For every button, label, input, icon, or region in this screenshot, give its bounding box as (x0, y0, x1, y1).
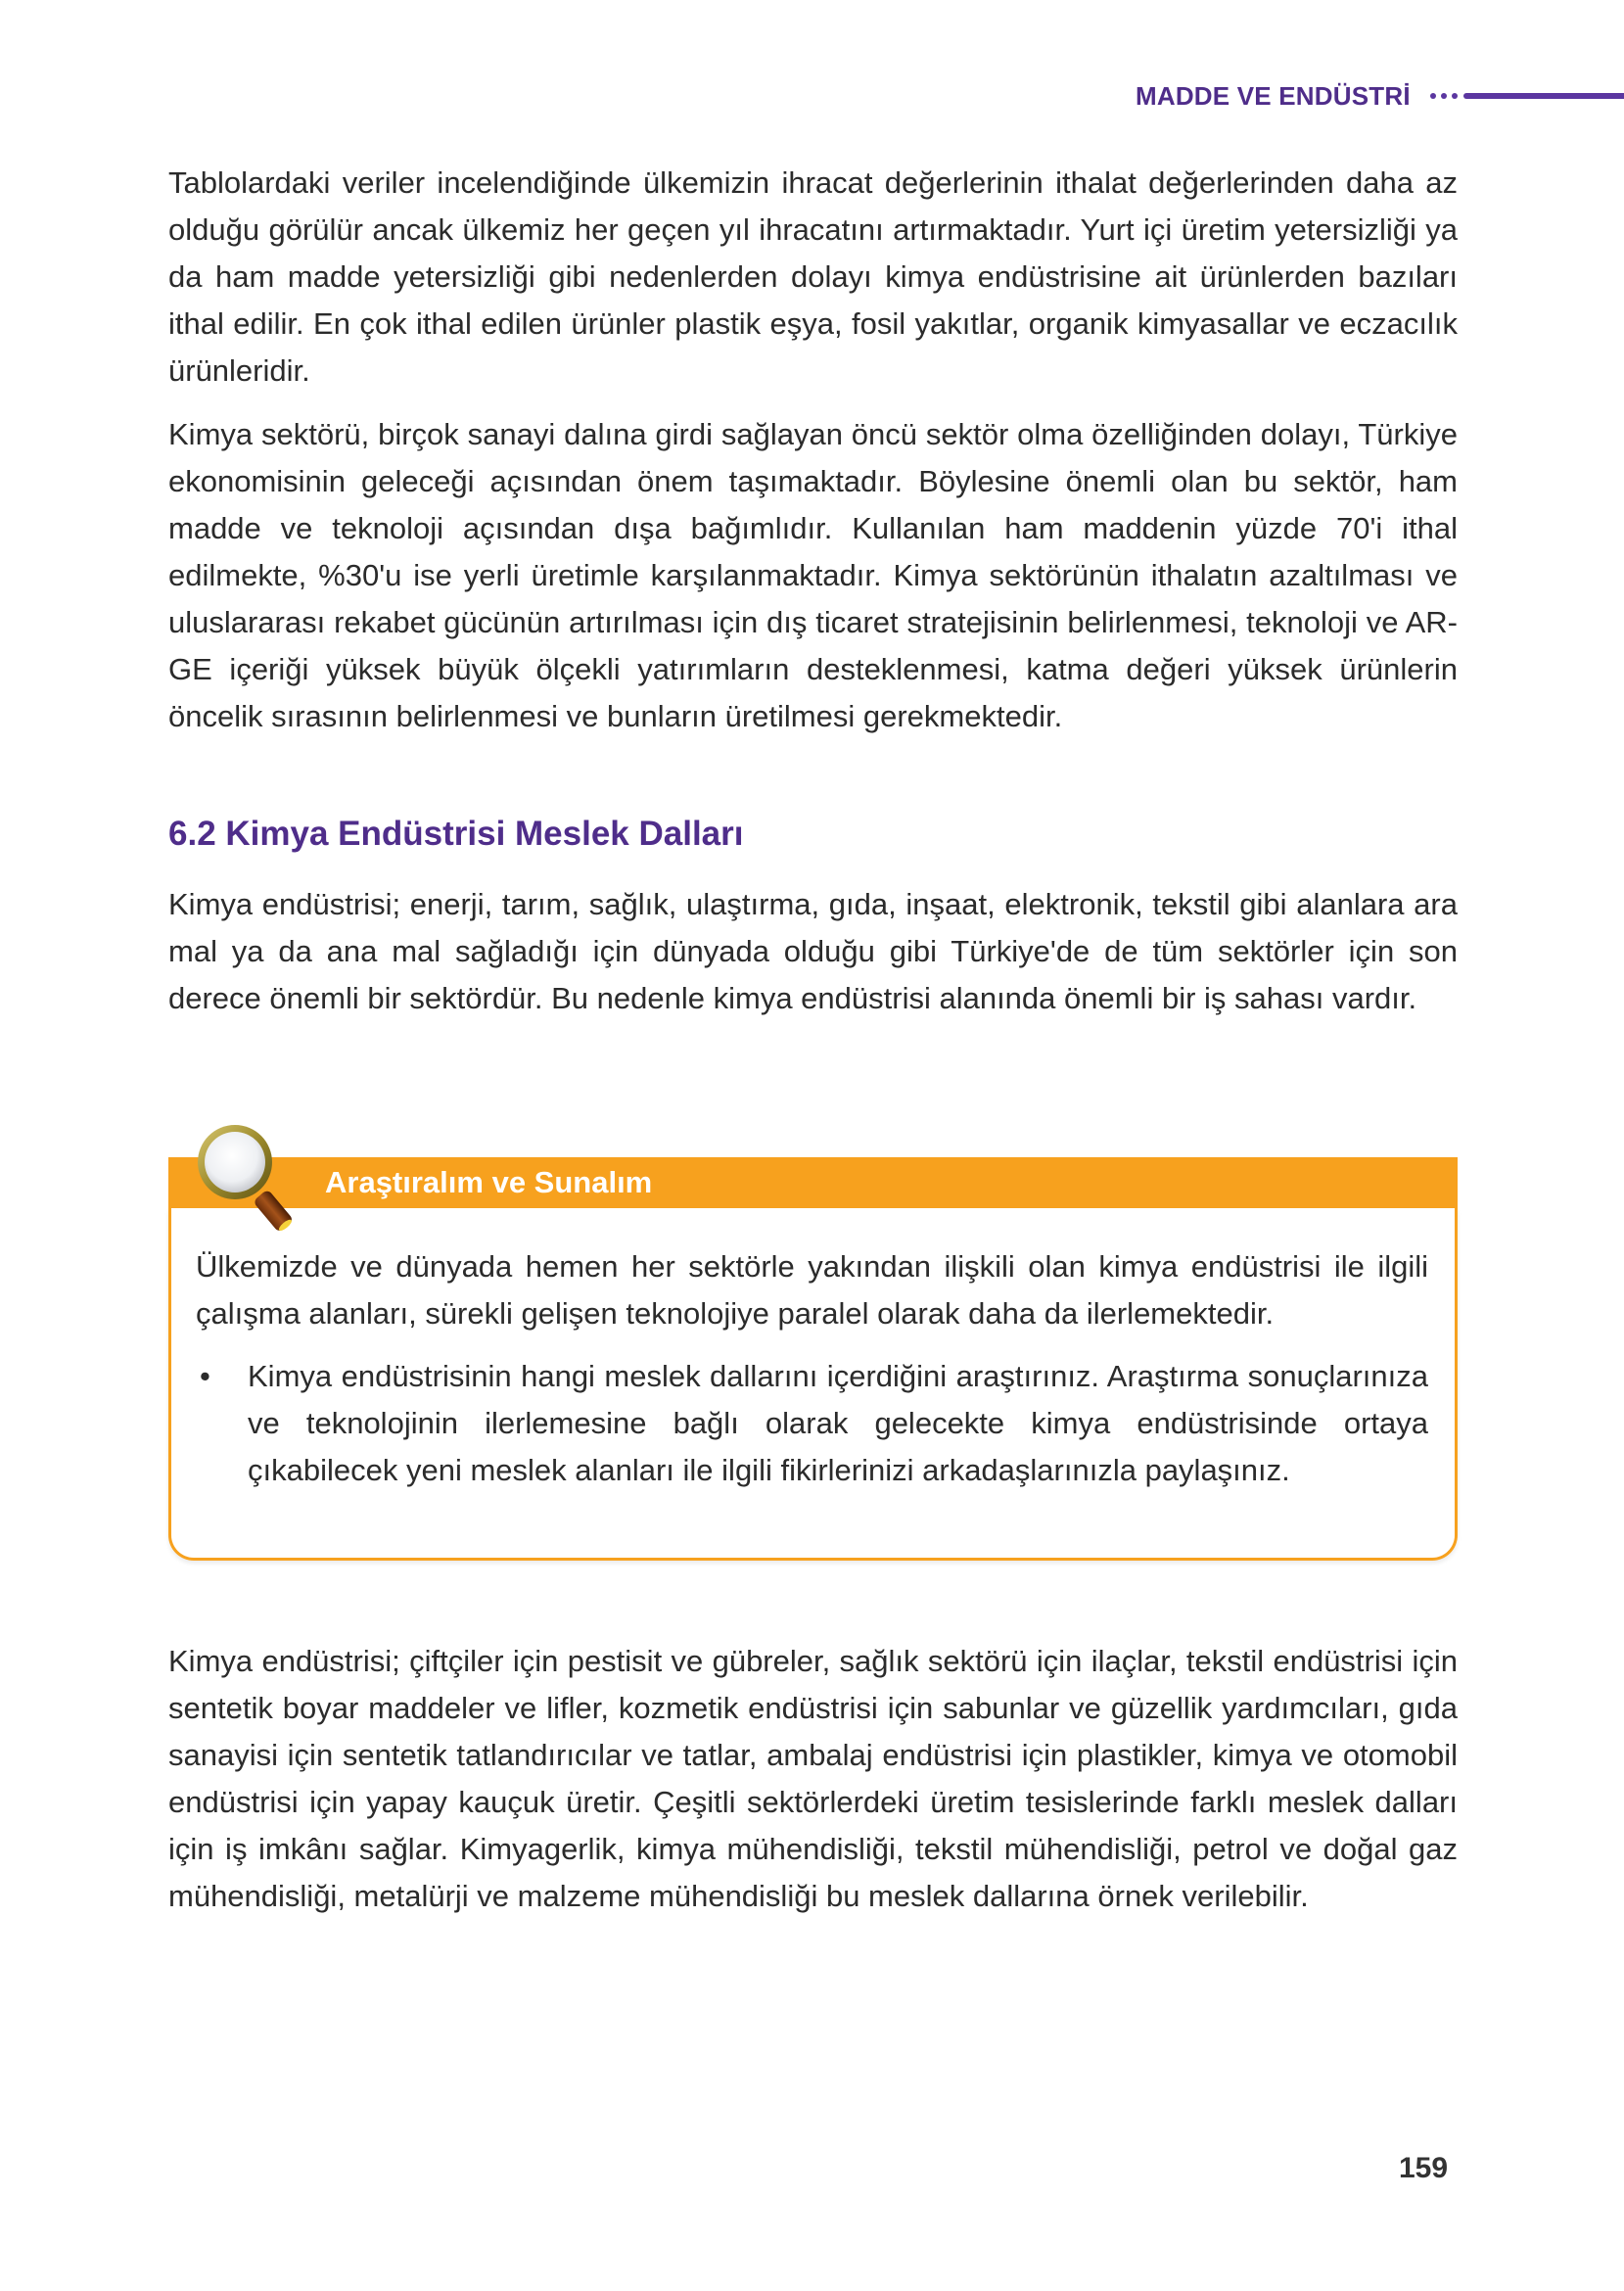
body-text: Kimya endüstrisi; enerji, tarım, sağlık, ulaştırma, gıda, inşaat, elektronik, tekstil gibi alanlara ara mal ya da ana mal sağladığı için dünyada olduğu gibi Türkiye'de de tüm sektörler için son derece önemli bir sektördür. Bu nedenle kimya endüstrisi alanında önemli bir iş sahası vardır. (168, 887, 1458, 1015)
bullet-marker: • (200, 1359, 210, 1393)
paragraph-chemistry-sector (168, 411, 1458, 740)
paragraph-trade-data (168, 160, 1458, 395)
research-activity-box (168, 1097, 1458, 1576)
research-box-intro: Ülkemizde ve dünyada hemen her sektörle yakından ilişkili olan kimya endüstrisi ile ilgili çalışma alanları, sürekli gelişen teknolojiye paralel olarak daha da ilerlemektedir. (196, 1249, 1428, 1331)
running-header (1136, 76, 1624, 116)
paragraph-industry-importance (168, 881, 1458, 1022)
research-task-text: Kimya endüstrisinin hangi meslek dallarını içerdiğini araştırınız. Araştırma sonuçlarınıza ve teknolojinin ilerlemesine bağlı olarak gelecekte kimya endüstrisinde ortaya çıkabilecek yeni meslek alanları ile ilgili fikirlerinizi arkadaşlarınızla paylaşınız. (248, 1359, 1428, 1487)
research-task-item (196, 1353, 1428, 1494)
research-box-banner (168, 1157, 1458, 1208)
body-text: Tablolardaki veriler incelendiğinde ülkemizin ihracat değerlerinin ithalat değerlerinden daha az olduğu görülür ancak ülkemiz her geçen yıl ihracatını artırmaktadır. Yurt içi üretim yetersizliği ya da ham madde yetersizliği gibi nedenlerden dolayı kimya endüstrisine ait ürünlerden bazıları ithal edilir. En çok ithal edilen ürünler plastik eşya, fosil yakıtlar, organik kimyasallar ve eczacılık ürünleridir. (168, 165, 1458, 388)
section-heading: 6.2 Kimya Endüstrisi Meslek Dalları (168, 815, 744, 853)
paragraph-occupations (168, 1638, 1458, 1920)
research-task-list (196, 1353, 1428, 1494)
magnifying-glass-icon (190, 1121, 307, 1239)
chapter-title: MADDE VE ENDÜSTRİ (1136, 80, 1411, 111)
research-box-title: Araştıralım ve Sunalım (325, 1165, 653, 1199)
body-text: Kimya endüstrisi; çiftçiler için pestisit ve gübreler, sağlık sektörü için ilaçlar, tekstil endüstrisi için sentetik boyar maddeler ve lifler, kozmetik endüstrisi için sabunlar ve güzellik yardımcıları, gıda sanayisi için sentetik tatlandırıcılar ve tatlar, ambalaj endüstrisi için plastikler, kimya ve otomobil endüstrisi için yapay kauçuk üretir. Çeşitli sektörlerdeki üretim tesislerinde farklı meslek dalları için iş imkânı sağlar. Kimyagerlik, kimya mühendisliği, tekstil mühendisliği, petrol ve doğal gaz mühendisliği, metalürji ve malzeme mühendisliği bu meslek dallarına örnek verilebilir. (168, 1644, 1458, 1913)
page-number: 159 (1399, 2152, 1449, 2184)
body-text: Kimya sektörü, birçok sanayi dalına girdi sağlayan öncü sektör olma özelliğinden dolayı, Türkiye ekonomisinin geleceği açısından önem taşımaktadır. Böylesine önemli olan bu sektör, ham madde ve teknoloji açısından dışa bağımlıdır. Kullanılan ham maddenin yüzde 70'i ithal edilmekte, %30'u ise yerli üretimle karşılanmaktadır. Kimya sektörünün ithalatın azaltılması ve uluslararası rekabet gücünün artırılması için dış ticaret stratejisinin belirlenmesi, teknoloji ve AR-GE içeriği yüksek büyük ölçekli yatırımların desteklenmesi, katma değeri yüksek ürünlerin öncelik sırasının belirlenmesi ve bunların üretilmesi gerekmektedir. (168, 417, 1458, 733)
header-rule (1463, 93, 1624, 99)
header-dots-decoration (1430, 93, 1458, 99)
